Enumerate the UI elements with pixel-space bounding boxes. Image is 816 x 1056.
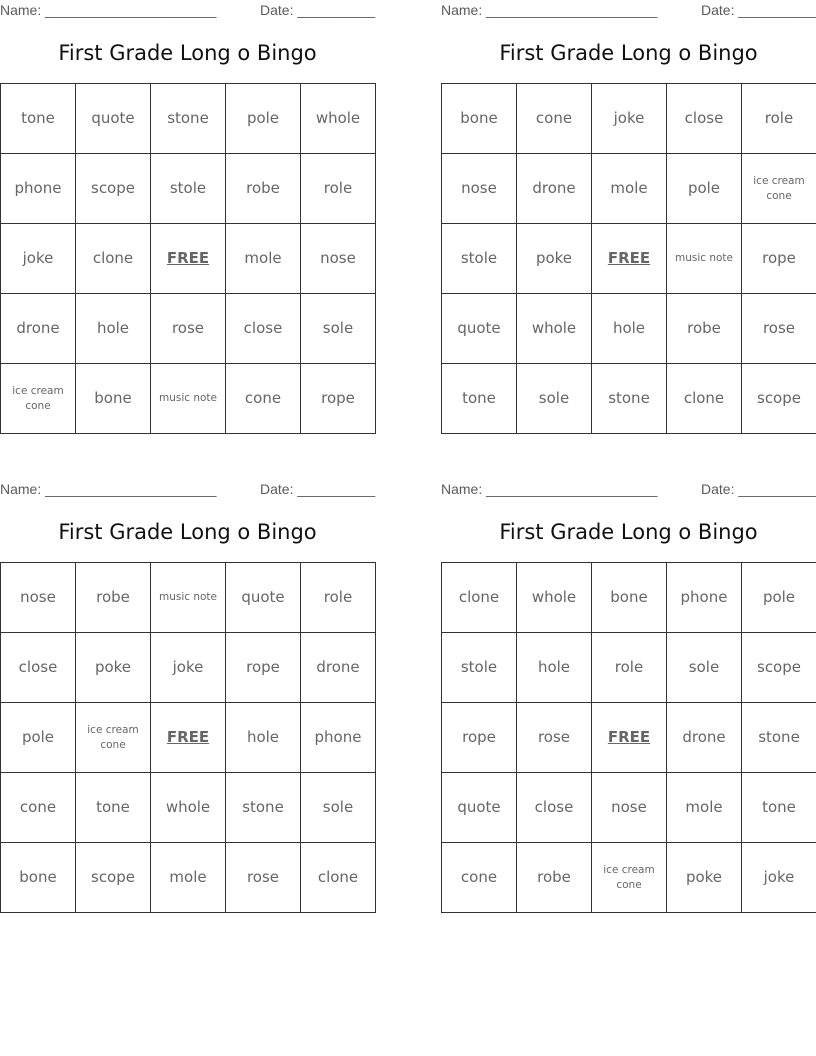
bingo-cell: scope [76,843,151,913]
bingo-grid [0,562,376,913]
free-space-cell: FREE [592,703,667,773]
bingo-grid [441,83,816,434]
bingo-cell: phone [1,154,76,224]
date-field-label: Date: __________ [260,2,376,18]
bingo-cell: stole [151,154,226,224]
bingo-cell: stone [226,773,301,843]
name-field-label: Name: ______________________ [0,2,217,18]
bingo-cell: close [226,294,301,364]
bingo-cell: bone [442,84,517,154]
bingo-cell: ice cream cone [592,843,667,913]
bingo-cell: role [742,84,816,154]
bingo-cell: music note [667,224,742,294]
bingo-cell: pole [742,563,816,633]
bingo-cell: quote [442,773,517,843]
bingo-cell: sole [301,294,376,364]
bingo-cell: hole [517,633,592,703]
name-field-label: Name: ______________________ [441,481,658,497]
bingo-cell: sole [667,633,742,703]
bingo-cell: pole [1,703,76,773]
bingo-cell: nose [592,773,667,843]
bingo-cell: rose [517,703,592,773]
bingo-cell: clone [76,224,151,294]
bingo-cell: rope [442,703,517,773]
bingo-cell: joke [592,84,667,154]
bingo-cell: poke [76,633,151,703]
bingo-cell: poke [517,224,592,294]
bingo-cell: tone [1,84,76,154]
bingo-cell: cone [226,364,301,434]
card-title: First Grade Long o Bingo [58,520,317,544]
bingo-cell: nose [442,154,517,224]
date-field-label: Date: __________ [701,2,816,18]
bingo-cell: scope [742,364,816,434]
name-field-label: Name: ______________________ [441,2,658,18]
name-field-label: Name: ______________________ [0,481,217,497]
bingo-cell: rope [226,633,301,703]
bingo-cell: joke [742,843,816,913]
bingo-cell: ice cream cone [742,154,816,224]
bingo-cell: ice cream cone [1,364,76,434]
bingo-cell: ice cream cone [76,703,151,773]
bingo-cell: role [592,633,667,703]
bingo-cell: sole [517,364,592,434]
bingo-cell: clone [301,843,376,913]
bingo-cell: cone [517,84,592,154]
bingo-cell: drone [517,154,592,224]
bingo-cell: scope [76,154,151,224]
bingo-cell: whole [151,773,226,843]
bingo-cell: tone [742,773,816,843]
bingo-cell: rose [742,294,816,364]
bingo-cell: bone [76,364,151,434]
bingo-cell: joke [151,633,226,703]
date-field-label: Date: __________ [260,481,376,497]
bingo-cell: stone [742,703,816,773]
bingo-cell: robe [667,294,742,364]
bingo-cell: close [517,773,592,843]
free-space-cell: FREE [151,224,226,294]
bingo-cell: hole [76,294,151,364]
bingo-cell: pole [226,84,301,154]
bingo-cell: stole [442,633,517,703]
date-field-label: Date: __________ [701,481,816,497]
bingo-cell: nose [301,224,376,294]
name-date-line [0,2,375,20]
bingo-cell: mole [592,154,667,224]
free-space-cell: FREE [592,224,667,294]
bingo-cell: clone [442,563,517,633]
bingo-cell: whole [301,84,376,154]
bingo-cell: robe [226,154,301,224]
name-date-line [441,2,816,20]
bingo-cell: hole [226,703,301,773]
bingo-cell: scope [742,633,816,703]
bingo-cell: music note [151,563,226,633]
bingo-cell: whole [517,563,592,633]
bingo-cell: mole [151,843,226,913]
bingo-cell: close [667,84,742,154]
card-title: First Grade Long o Bingo [499,520,758,544]
name-date-line [441,481,816,499]
name-date-line [0,481,375,499]
bingo-cell: drone [301,633,376,703]
bingo-cell: rose [226,843,301,913]
bingo-cell: bone [592,563,667,633]
bingo-cell: mole [667,773,742,843]
bingo-cell: role [301,154,376,224]
bingo-cell: clone [667,364,742,434]
bingo-cell: close [1,633,76,703]
bingo-cell: robe [76,563,151,633]
bingo-cell: cone [1,773,76,843]
bingo-cell: rose [151,294,226,364]
bingo-cell: bone [1,843,76,913]
bingo-cell: sole [301,773,376,843]
bingo-cell: mole [226,224,301,294]
bingo-grid [441,562,816,913]
bingo-cell: joke [1,224,76,294]
bingo-cell: music note [151,364,226,434]
bingo-cell: drone [1,294,76,364]
bingo-cell: stone [592,364,667,434]
bingo-cell: stone [151,84,226,154]
bingo-cell: rope [742,224,816,294]
bingo-cell: hole [592,294,667,364]
bingo-cell: phone [301,703,376,773]
bingo-cell: poke [667,843,742,913]
card-title: First Grade Long o Bingo [499,41,758,65]
bingo-cell: nose [1,563,76,633]
bingo-cell: phone [667,563,742,633]
bingo-cell: quote [76,84,151,154]
bingo-cell: whole [517,294,592,364]
card-title: First Grade Long o Bingo [58,41,317,65]
bingo-cell: role [301,563,376,633]
bingo-cell: stole [442,224,517,294]
bingo-cell: pole [667,154,742,224]
bingo-cell: drone [667,703,742,773]
bingo-cell: quote [226,563,301,633]
bingo-cell: rope [301,364,376,434]
bingo-cell: tone [76,773,151,843]
bingo-cell: robe [517,843,592,913]
bingo-cell: cone [442,843,517,913]
free-space-cell: FREE [151,703,226,773]
bingo-cell: quote [442,294,517,364]
bingo-cell: tone [442,364,517,434]
bingo-grid [0,83,376,434]
